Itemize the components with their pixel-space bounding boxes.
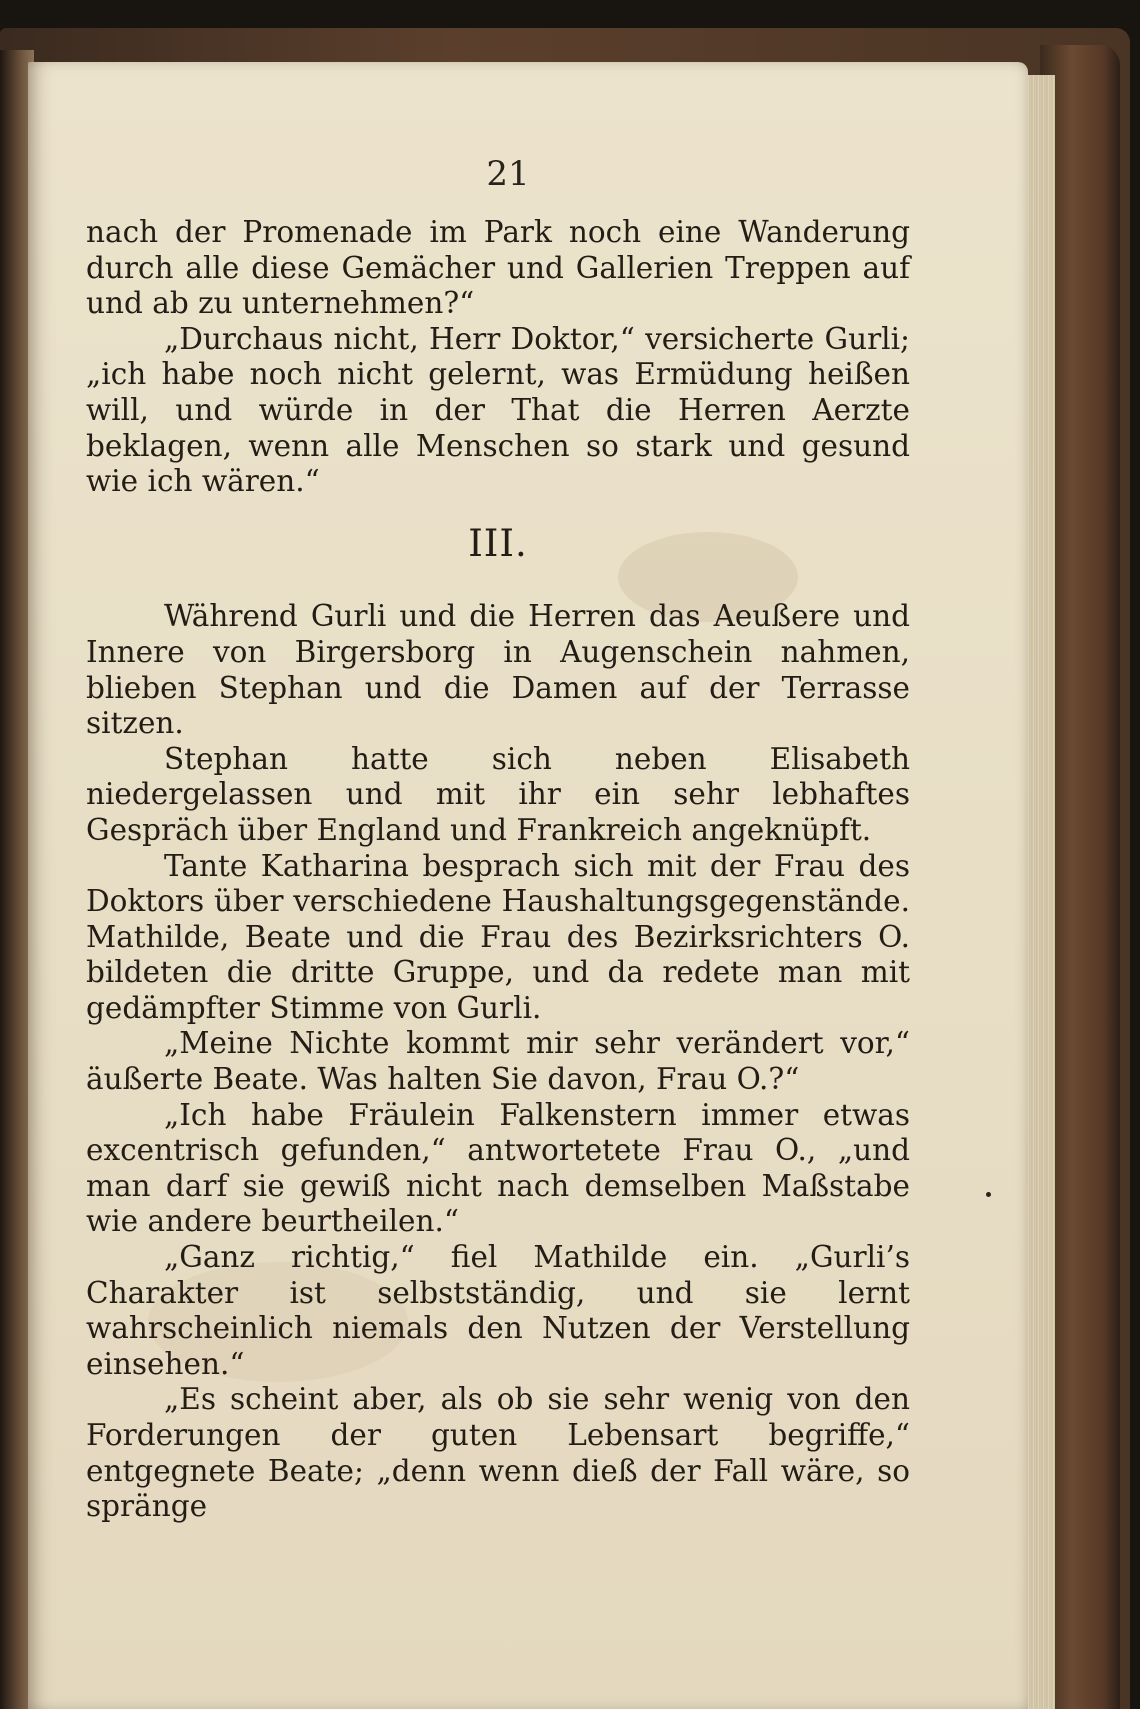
book-page: [28, 62, 1028, 1709]
chapter-heading: III.: [468, 521, 528, 565]
paragraph: Während Gurli und die Herren das Aeußere und Innere von Birgersborg in Augenschein nahmen, blieben Stephan und die Damen auf der Terrasse sitzen.: [86, 599, 910, 741]
paragraph: „Meine Nichte kommt mir sehr verändert vor,“ äußerte Beate. Was halten Sie davon, Frau O.?“: [86, 1026, 910, 1097]
paragraph: nach der Promenade im Park noch eine Wanderung durch alle diese Gemächer und Gallerien Treppen auf und ab zu unternehmen?“: [86, 215, 910, 321]
page-text: [86, 215, 910, 1525]
paragraph: Tante Katharina besprach sich mit der Frau des Doktors über verschiedene Haushaltungsgegenstände. Mathilde, Beate und die Frau des Bezirksrichters O. bildeten die dritte Gruppe, und da redete man mit gedämpfter Stimme von Gurli.: [86, 848, 910, 1025]
ink-dot: [986, 1192, 991, 1197]
paragraph: „Ich habe Fräulein Falkenstern immer etwas excentrisch gefunden,“ antwortetete Frau O., „und man darf sie gewiß nicht nach demselben Maßstabe wie andere beurtheilen.“: [86, 1097, 910, 1239]
paragraph: „Ganz richtig,“ fiel Mathilde ein. „Gurli’s Charakter ist selbstständig, und sie lernt wahrscheinlich niemals den Nutzen der Verstellung einsehen.“: [86, 1240, 910, 1381]
page-number: 21: [486, 154, 530, 194]
paragraph: Stephan hatte sich neben Elisabeth niedergelassen und mit ihr ein sehr lebhaftes Gespräch über England und Frankreich angeknüpft.: [86, 741, 910, 847]
paragraph: „Es scheint aber, als ob sie sehr wenig von den Forderungen der guten Lebensart begriffe,“ entgegnete Beate; „denn wenn dieß der Fall wäre, so spränge: [86, 1382, 910, 1524]
paragraph: „Durchaus nicht, Herr Doktor,“ versicherte Gurli; „ich habe noch nicht gelernt, was Ermüdung heißen will, und würde in der That die Herren Aerzte beklagen, wenn alle Menschen so stark und gesund wie ich wären.“: [86, 321, 910, 499]
